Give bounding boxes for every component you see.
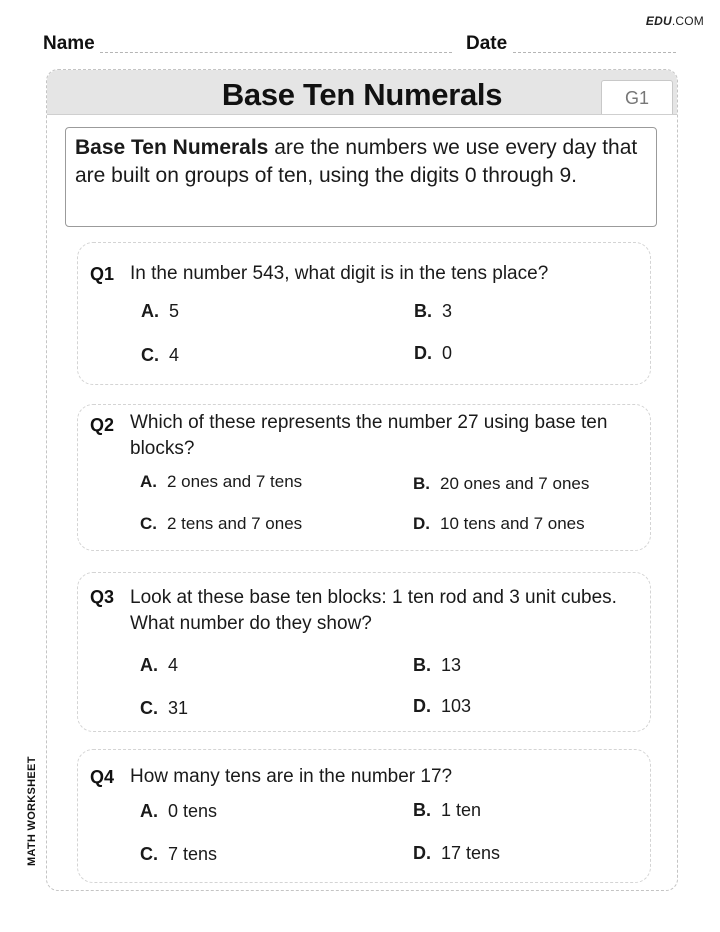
option-letter: D.: [413, 843, 431, 863]
option-text: 5: [169, 301, 180, 321]
option-text: 17 tens: [441, 843, 501, 863]
option-text: 3: [442, 301, 453, 321]
option-d[interactable]: [413, 843, 500, 864]
option-letter: C.: [140, 514, 157, 533]
option-text: 2 ones and 7 tens: [167, 472, 303, 491]
option-a[interactable]: [140, 655, 178, 676]
question-card: [77, 242, 651, 385]
worksheet: [46, 69, 678, 891]
option-text: 103: [441, 696, 472, 716]
option-b[interactable]: [413, 474, 589, 494]
question-number: Q1: [90, 264, 115, 284]
option-letter: B.: [413, 655, 431, 675]
option-d[interactable]: [413, 514, 585, 534]
question-number: Q3: [90, 587, 115, 607]
name-field[interactable]: [100, 52, 452, 53]
option-letter: A.: [140, 801, 158, 821]
question-card: [77, 572, 651, 732]
question-text: Look at these base ten blocks: 1 ten rod and 3 unit cubes. What number do they show?: [130, 587, 617, 634]
title-bar: [47, 70, 677, 115]
option-text: 4: [169, 345, 180, 365]
question-text: Which of these represents the number 27 using base ten blocks?: [130, 412, 608, 459]
option-letter: A.: [141, 301, 159, 321]
question-number: Q2: [90, 415, 115, 435]
option-letter: D.: [414, 343, 432, 363]
option-text: 2 tens and 7 ones: [167, 514, 303, 533]
option-letter: B.: [413, 800, 431, 820]
option-text: 31: [168, 698, 189, 718]
option-letter: C.: [140, 844, 158, 864]
option-text: 7 tens: [168, 844, 218, 864]
option-a[interactable]: [141, 301, 179, 322]
intro-text: are the numbers we use every day that are built on groups of ten, using the digits 0 through 9.: [75, 136, 638, 187]
option-c[interactable]: [140, 844, 217, 865]
option-letter: A.: [140, 655, 158, 675]
option-text: 0: [442, 343, 453, 363]
brand-logo-rest: .COM: [671, 14, 704, 28]
option-letter: C.: [140, 698, 158, 718]
option-text: 13: [441, 655, 462, 675]
option-c[interactable]: [141, 345, 179, 366]
option-letter: B.: [413, 474, 430, 493]
question-text: In the number 543, what digit is in the tens place?: [130, 263, 549, 284]
option-text: 4: [168, 655, 179, 675]
question-text: How many tens are in the number 17?: [130, 766, 453, 787]
intro-term: Base Ten Numerals: [75, 136, 269, 159]
grade-tab: G1: [601, 80, 673, 114]
option-b[interactable]: [414, 301, 452, 322]
page-title: Base Ten Numerals: [221, 77, 503, 112]
question-number: Q4: [90, 767, 115, 787]
option-text: 10 tens and 7 ones: [440, 514, 585, 533]
date-label: Date: [466, 33, 508, 54]
option-d[interactable]: [414, 343, 452, 364]
question-card: [77, 404, 651, 551]
intro-box: [65, 127, 657, 227]
brand-logo: [646, 14, 704, 28]
option-a[interactable]: [140, 472, 302, 492]
option-b[interactable]: [413, 800, 481, 821]
option-text: 1 ten: [441, 800, 482, 820]
brand-logo-bold: EDU: [645, 14, 672, 28]
question-card: [77, 749, 651, 883]
option-letter: C.: [141, 345, 159, 365]
option-c[interactable]: [140, 514, 302, 534]
option-text: 20 ones and 7 ones: [440, 474, 590, 493]
side-label: MATH WORKSHEET: [26, 756, 38, 866]
name-label: Name: [43, 33, 95, 54]
option-d[interactable]: [413, 696, 471, 717]
option-letter: A.: [140, 472, 157, 491]
date-field[interactable]: [513, 52, 676, 53]
option-a[interactable]: [140, 801, 217, 822]
option-text: 0 tens: [168, 801, 218, 821]
option-letter: D.: [413, 514, 430, 533]
option-letter: D.: [413, 696, 431, 716]
option-letter: B.: [414, 301, 432, 321]
option-c[interactable]: [140, 698, 188, 719]
option-b[interactable]: [413, 655, 461, 676]
